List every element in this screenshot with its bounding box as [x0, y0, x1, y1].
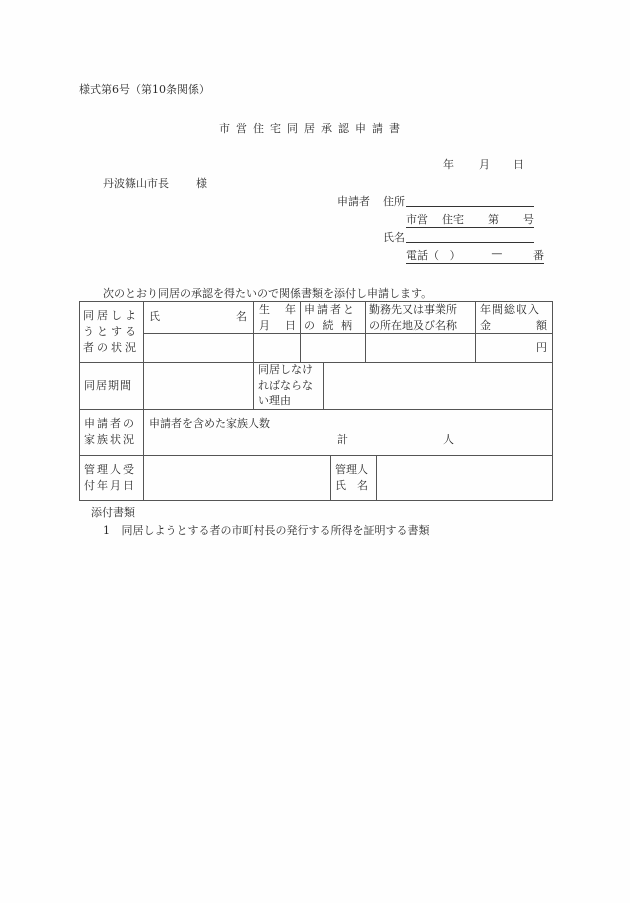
page-title: 市営住宅同居承認申請書	[219, 122, 406, 135]
phone-dash: —	[491, 247, 503, 260]
receipt-date-field[interactable]	[143, 456, 330, 500]
housing-no: 第	[488, 213, 499, 226]
phone-close: ）	[449, 249, 461, 262]
cohabitant-status-label: 同居しよ うとする 者の状況	[83, 309, 139, 354]
address-label: 住所	[383, 195, 405, 208]
attachments-heading: 添付書類	[91, 506, 135, 519]
cohabitation-period-field[interactable]	[143, 363, 253, 409]
intro-text: 次のとおり同居の承認を得たいので関係書類を添付し申請します。	[103, 287, 433, 300]
birthdate-field[interactable]	[253, 334, 300, 362]
attachment-item: 1 同居しようとする者の市町村長の発行する所得を証明する書類	[103, 524, 430, 537]
cohabitant-name-field[interactable]	[143, 334, 253, 362]
receipt-date-label: 管理人受 付年月日	[84, 463, 136, 492]
phone-field[interactable]	[406, 247, 544, 264]
form-number: 様式第6号（第10条関係）	[79, 83, 210, 96]
addressee-name: 丹波篠山市長	[103, 177, 169, 190]
cohabitation-period-label: 同居期間	[84, 379, 132, 392]
family-count-label: 申請者を含めた家族人数	[149, 417, 270, 430]
relationship-header: 申請者と の 続 柄	[304, 303, 356, 332]
family-status-label: 申請者の 家族状況	[84, 417, 136, 446]
manager-name-label: 管理人 氏 名	[335, 463, 368, 492]
housing-go: 号	[523, 213, 534, 226]
housing-city: 市営	[406, 213, 428, 226]
phone-label: 電話（	[406, 249, 439, 262]
birthdate-header: 生 年 月 日	[259, 303, 296, 332]
person-unit: 人	[443, 433, 454, 446]
annual-income-header: 年間総収入 金 額	[480, 303, 547, 332]
workplace-field[interactable]	[365, 334, 475, 362]
relationship-field[interactable]	[300, 334, 365, 362]
reason-label: 同居しなけ ればならな い理由	[258, 363, 313, 407]
total-label: 計	[337, 433, 348, 446]
income-unit: 円	[536, 341, 547, 354]
date-day: 日	[513, 158, 524, 171]
applicant-label: 申請者	[337, 195, 370, 208]
address-field[interactable]	[406, 193, 534, 207]
reason-field[interactable]	[324, 363, 552, 409]
workplace-header: 勤務先又は事業所 の所在地及び名称	[369, 303, 457, 332]
housing-type: 住宅	[442, 213, 464, 226]
addressee-honorific: 様	[196, 177, 207, 190]
name-header: 氏 名	[149, 310, 247, 323]
name-field[interactable]	[406, 229, 534, 243]
housing-field[interactable]	[406, 211, 534, 228]
manager-name-field[interactable]	[377, 456, 552, 500]
date-year: 年	[443, 158, 454, 171]
date-month: 月	[479, 158, 490, 171]
phone-ban: 番	[532, 249, 544, 262]
name-label: 氏名	[383, 231, 405, 244]
